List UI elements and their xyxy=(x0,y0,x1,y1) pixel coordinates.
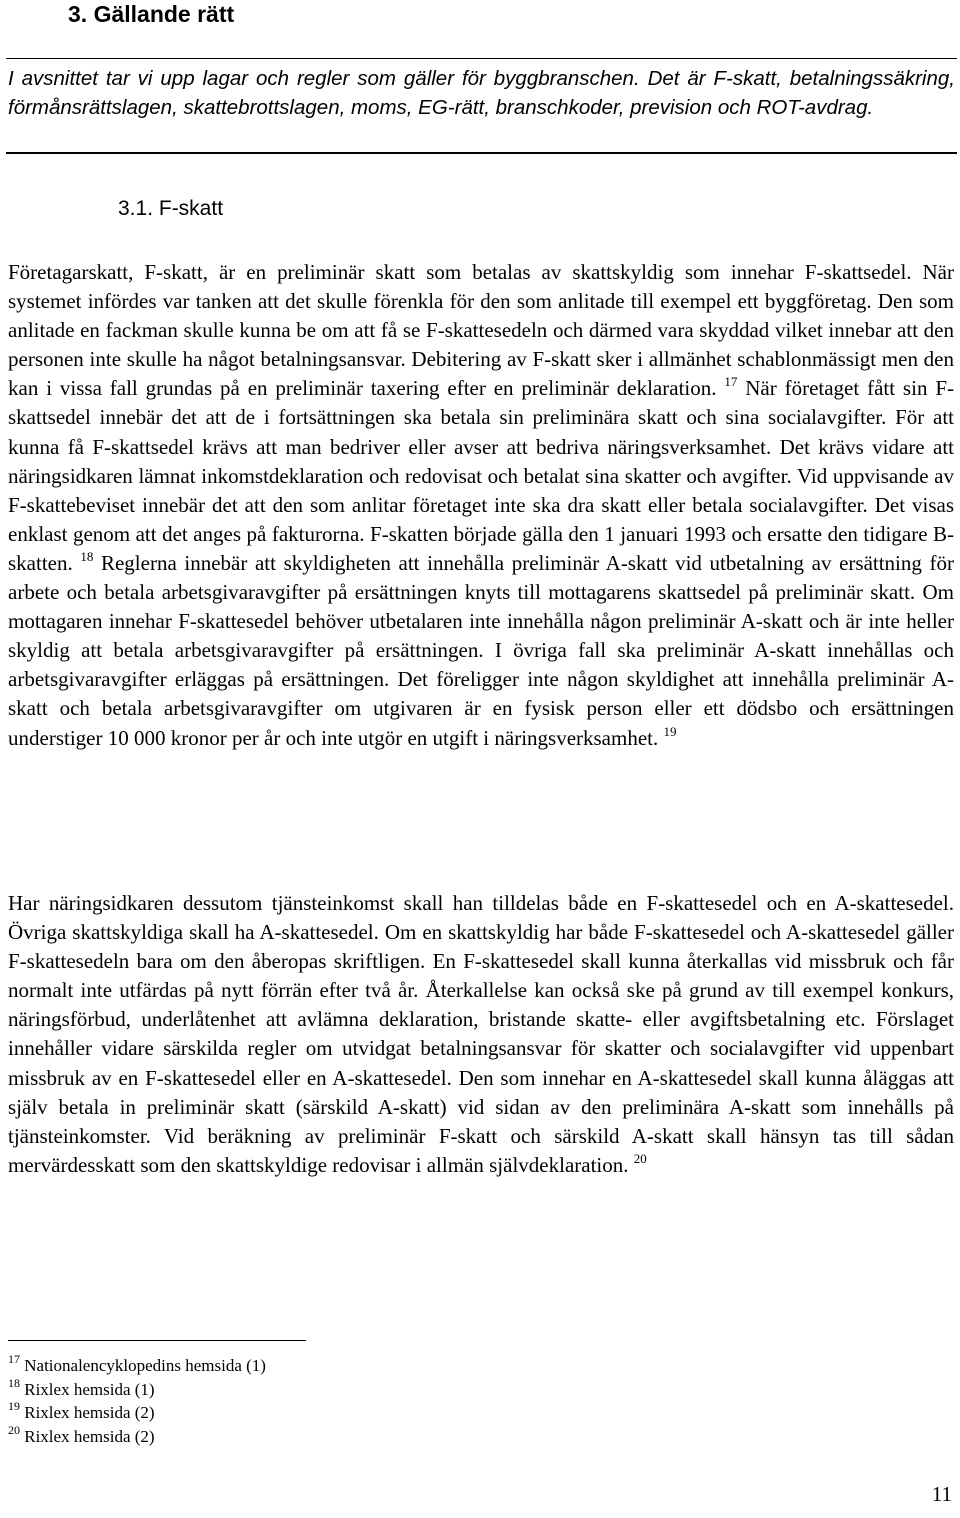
paragraph-2-text: Har näringsidkaren dessutom tjänsteinkomst skall han tilldelas både en F-skattesedel och en A-skattesedel. Övriga skattskyldiga skall ha A-skattesedel. Om en skattskyldig har både F-skattesedel och A-skattesedel gäller F-skattesedeln bara om den åberopas skriftligen. En F-skattesedel skall kunna återkallas vid missbruk och får normalt inte utfärdas på nytt förrän efter två år. Återkallelse kan också ske på grund av till exempel konkurs, näringsförbud, underlåtenhet att avlämna deklaration, bristande skatte- eller avgiftsbetalning etc. Förslaget innehåller vidare särskilda regler om utvidgat betalningsansvar för skatter och socialavgifter vid uppenbart missbruk av en F-skattesedel eller en A-skattesedel. Den som innehar en A-skattesedel skall kunna åläggas att själv betala in preliminär skatt (särskild A-skatt) vid sidan av den preliminära A-skatt som innehålls på tjänsteinkomster. Vid beräkning av preliminär F-skatt och särskild A-skatt skall hänsyn tas till sådan mervärdesskatt som den skattskyldige redovisar i allmän självdeklaration. xyxy=(8,891,954,1177)
paragraph-2 xyxy=(8,889,954,1180)
footnote-text: Nationalencyklopedins hemsida (1) xyxy=(20,1356,266,1375)
footnote-number: 17 xyxy=(8,1352,20,1366)
footnote-ref-18[interactable]: 18 xyxy=(80,548,94,564)
footnote-number: 19 xyxy=(8,1399,20,1413)
paragraph-1-part-3: Reglerna innebär att skyldigheten att innehålla preliminär A-skatt vid utbetalning av ersättning för arbete och betala arbetsgivaravgifter på ersättningen knyts till mottagarens skattsedel på preliminär skatt. Om mottagaren innehar F-skattesedel behöver utbetalaren inte innehålla någon preliminär A-skatt och är inte heller skyldig att betala arbetsgivaravgifter på ersättningen. I övriga fall ska preliminär A-skatt innehållas och arbetsgivaravgifter erläggas på ersättningen. Det föreligger inte någon skyldighet att innehålla preliminär A-skatt och betala arbetsgivaravgifter om utgivaren är en fysisk person eller ett dödsbo och ersättningen understiger 10 000 kronor per år och inte utgör en utgift i näringsverksamhet. xyxy=(8,550,955,750)
footnote-19 xyxy=(8,1401,266,1425)
paragraph-1-part-2: När företaget fått sin F-skattsedel innebär det att de i fortsättningen ska betala sin preliminära skatt och sina socialavgifter. För att kunna få F-skattsedel krävs att man bedriver eller avser att bedriva näringsverksamhet. Det krävs vidare att näringsidkaren lämnat inkomstdeklaration och redovisat och betalat sina skatter och avgifter. Vid uppvisande av F-skattebeviset innebär det att den som anlitar företaget inte ska dra skatt eller betala socialavgifter. Det visas enklast genom att det anges på fakturorna. F-skatten började gälla den 1 januari 1993 och ersatte den tidigare B-skatten. xyxy=(8,376,954,575)
footnote-17 xyxy=(8,1354,266,1378)
paragraph-1 xyxy=(8,258,954,753)
footnote-text: Rixlex hemsida (2) xyxy=(20,1426,155,1446)
footnote-ref-20[interactable]: 20 xyxy=(633,1150,647,1166)
footnote-18 xyxy=(8,1375,266,1402)
footnote-number: 18 xyxy=(8,1375,20,1390)
section-heading: 3. Gällande rätt xyxy=(68,1,235,27)
page-number: 11 xyxy=(931,1482,952,1506)
paragraph-1-part-1: Företagarskatt, F-skatt, är en preliminär skatt som betalas av skattskyldig som innehar F-skattsedel. När systemet infördes var tanken att det skulle förenkla för den som anlitade till exempel ett byggföretag. Den som anlitade en fackman skulle kunna be om att få se F-skattesedeln och därmed vara skyddad vilket innebar att den personen inte skulle ha något betalningsansvar. Debitering av F-skatt sker i allmänhet schablonmässigt men den kan i vissa fall grundas på en preliminär taxering efter en preliminär deklaration. xyxy=(8,260,954,401)
footnote-text: Rixlex hemsida (2) xyxy=(20,1403,155,1422)
footnotes xyxy=(8,1354,266,1448)
footnote-text: Rixlex hemsida (1) xyxy=(20,1379,155,1399)
footnote-20 xyxy=(8,1422,266,1449)
intro-text: I avsnittet tar vi upp lagar och regler som gäller för byggbranschen. Det är F-skatt, betalningssäkring, förmånsrättslagen, skattebrottslagen, moms, EG-rätt, branschkoder, prevision och ROT-avdrag. xyxy=(8,67,955,119)
intro-box xyxy=(6,58,957,154)
footnote-ref-17[interactable]: 17 xyxy=(724,374,738,390)
subsection-heading: 3.1. F-skatt xyxy=(118,197,224,220)
footnote-divider xyxy=(8,1340,306,1341)
footnote-number: 20 xyxy=(8,1422,20,1437)
footnote-ref-19[interactable]: 19 xyxy=(663,723,677,739)
